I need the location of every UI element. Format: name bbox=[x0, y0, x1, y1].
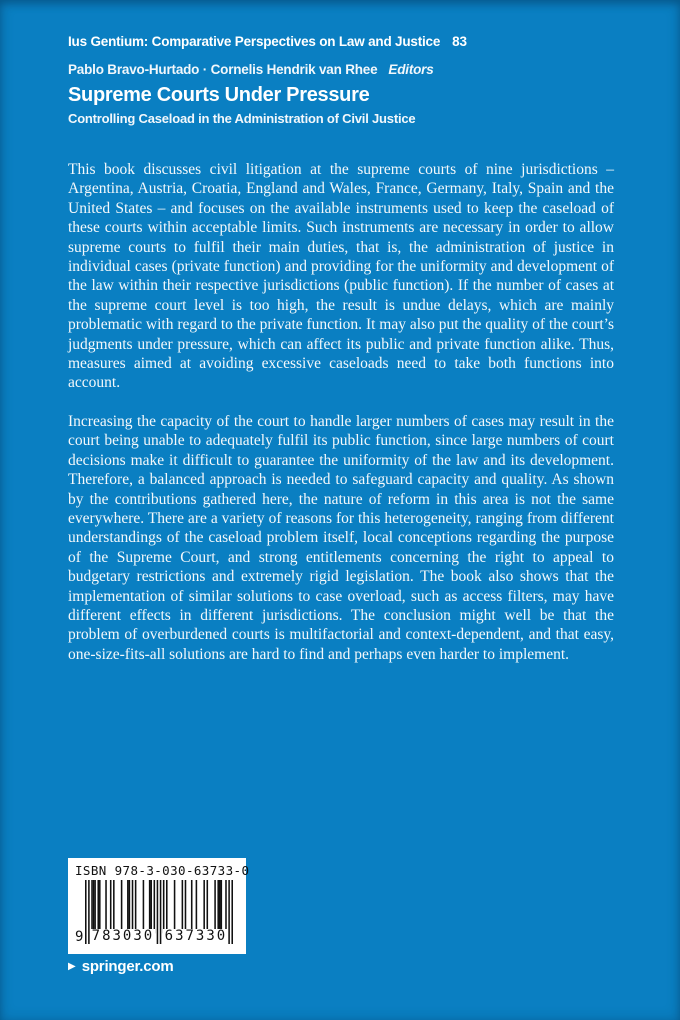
series-title: Ius Gentium: Comparative Perspectives on Law and Justice bbox=[68, 34, 441, 49]
publisher-url: springer.com bbox=[81, 958, 174, 975]
ean-digits-left: 783030 bbox=[91, 928, 155, 944]
blurb-paragraph-2: Increasing the capacity of the court to handle larger numbers of cases may result in the court being unable to adequately fulfil its public function, since large numbers of court decisions make it difficult to guarantee the uniformity of the law and its development. Therefore, a balanced approach is needed to safeguard capacity and quality. As shown by the contributions gathered here, the nature of reform in this area is not the same everywhere. There are a variety of reasons for this heterogeneity, ranging from different understandings of the caseload problem itself, local conceptions regarding the purpose of the Supreme Court, and strong entitlements concerning the right to appeal to budgetary restrictions and extremely rigid legislation. The book also shows that the implementation of similar solutions to case overload, such as access filters, may have different effects in different jurisdictions. The conclusion might well be that the problem of overburdened courts is multifactorial and context-dependent, and that easy, one-size-fits-all solutions are hard to find and perhaps even harder to implement. bbox=[68, 412, 614, 663]
ean-barcode bbox=[75, 880, 239, 944]
editors-names: Pablo Bravo-Hurtado · Cornelis Hendrik van Rhee bbox=[68, 62, 378, 77]
book-subtitle: Controlling Caseload in the Administration of Civil Justice bbox=[68, 111, 416, 126]
back-cover-blurb bbox=[68, 160, 614, 664]
publisher-footer bbox=[68, 958, 174, 975]
ean-digits-right: 637330 bbox=[164, 928, 228, 944]
series-title-line bbox=[68, 34, 467, 49]
isbn-barcode-box bbox=[68, 858, 250, 954]
arrow-right-icon: ▶ bbox=[68, 960, 76, 972]
barcode-bars bbox=[85, 880, 233, 944]
ean-digit-first: 9 bbox=[75, 929, 84, 945]
book-title: Supreme Courts Under Pressure bbox=[68, 84, 370, 106]
blurb-paragraph-1: This book discusses civil litigation at the supreme courts of nine jurisdictions – Argentina, Austria, Croatia, England and Wales, France, Germany, Italy, Spain and the United States – and focuses on the available instruments used to keep the caseload of these courts within acceptable limits. Such instruments are necessary in order to allow supreme courts to fulfil their main duties, that is, the administration of justice in individual cases (private function) and providing for the uniformity and development of the law within their respective jurisdictions (public function). If the number of cases at the supreme court level is too high, the result is undue delays, which are mainly problematic with regard to the private function. It may also put the quality of the court’s judgments under pressure, which can affect its public and private function alike. Thus, measures aimed at avoiding excessive caseloads need to take both functions into account. bbox=[68, 161, 614, 392]
editors-label: Editors bbox=[388, 62, 434, 77]
isbn-label: ISBN 978-3-030-63733-0 bbox=[75, 863, 250, 878]
series-volume: 83 bbox=[452, 34, 467, 49]
editors-line bbox=[68, 62, 434, 77]
